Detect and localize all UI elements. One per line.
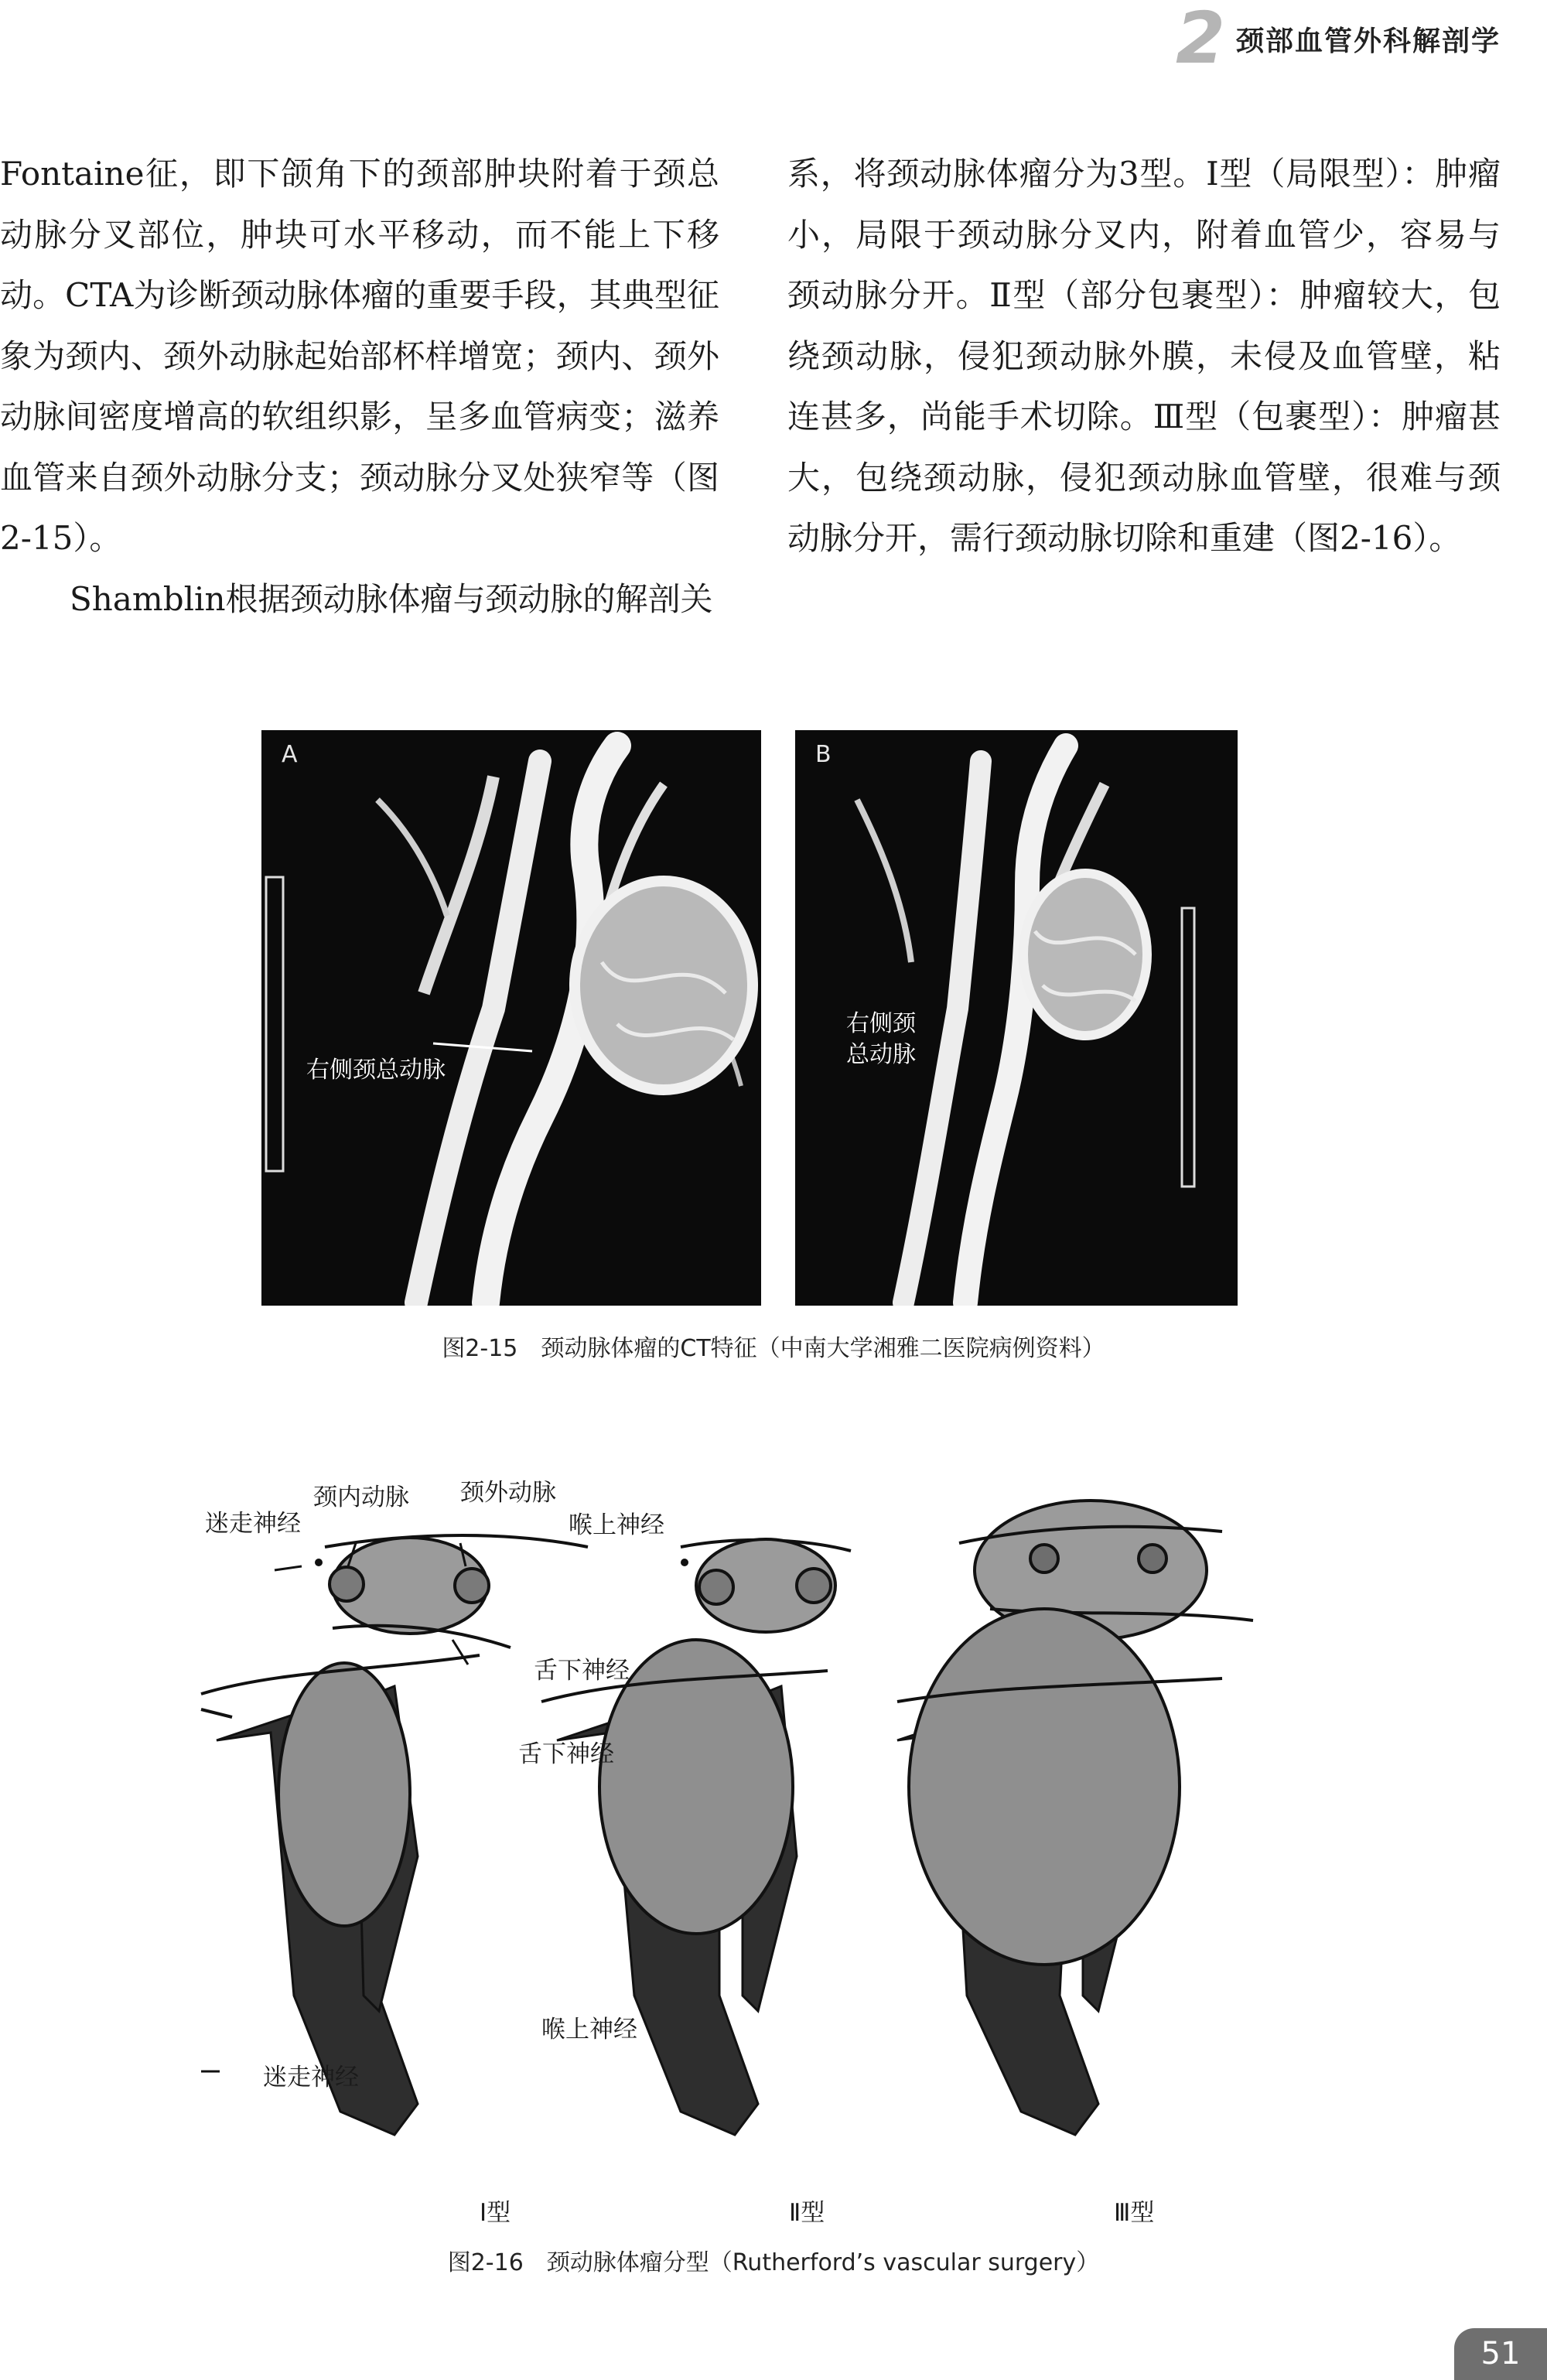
shamblin-classification-diagram: [186, 1454, 1361, 2235]
page-number: 51: [1454, 2328, 1547, 2380]
paragraph: 系，将颈动脉体瘤分为3型。Ⅰ型（局限型）：肿瘤小，局限于颈动脉分叉内，附着血管少，容易与颈动脉分开。Ⅱ型（部分包裹型）：肿瘤较大，包绕颈动脉，侵犯颈动脉外膜，未侵及血管壁，粘连甚多，尚能手术切除。Ⅲ型（包裹型）：肿瘤甚大，包绕颈动脉，侵犯颈动脉血管壁，很难与颈动脉分开，需行颈动脉切除和重建（图2-16）。: [787, 155, 1501, 557]
label-hypoglossal-nerve: 舌下神经: [518, 1740, 614, 1768]
bifurcation-type-3: [897, 1609, 1222, 2135]
bifurcation-type-2: [541, 1640, 828, 2135]
label-vagus-nerve: 迷走神经: [205, 1510, 301, 1538]
paragraph: Shamblin根据颈动脉体瘤与颈动脉的解剖关: [70, 579, 713, 618]
vessel: [377, 800, 447, 916]
label-pointer: [452, 1640, 468, 1665]
text-column-right: [787, 144, 1501, 569]
type-label-1: Ⅰ型: [480, 2199, 511, 2227]
label-superior-laryngeal-nerve: 喉上神经: [569, 1511, 664, 1539]
label-hypoglossal-nerve: 舌下神经: [534, 1657, 630, 1685]
label-external-carotid: 颈外动脉: [460, 1479, 556, 1507]
label-internal-carotid: 颈内动脉: [313, 1484, 409, 1511]
label-vagus-nerve: 迷走神经: [263, 2064, 359, 2091]
chapter-title: 颈部血管外科解剖学: [1235, 25, 1501, 57]
ct-label-b: 右侧颈 总动脉: [846, 1010, 916, 1068]
type-label-3: Ⅲ型: [1114, 2199, 1155, 2227]
ruler: [266, 877, 283, 1171]
tumor-mass: [1023, 873, 1147, 1036]
cross-section-type-2: [681, 1539, 851, 1632]
tumor-mass: [575, 881, 753, 1090]
panel-letter-a: A: [282, 741, 298, 768]
paragraph: Fontaine征，即下颌角下的颈部肿块附着于颈总动脉分叉部位，肿块可水平移动，而不能上下移动。CTA为诊断颈动脉体瘤的重要手段，其典型征象为颈内、颈外动脉起始部杯样增宽；颈内、颈外动脉间密度增高的软组织影，呈多血管病变；滋养血管来自颈外动脉分支；颈动脉分叉处狭窄等（图2-15）。: [0, 155, 719, 557]
text-column-left: [0, 144, 719, 630]
figure-caption: 图2-16 颈动脉体瘤分型（Rutherford’s vascular surgery）: [447, 2249, 1100, 2276]
ct-angiogram-a: [261, 730, 761, 1306]
ruler: [1182, 908, 1194, 1187]
ct-image-panel-b: [795, 730, 1238, 1306]
panel-letter-b: B: [815, 741, 832, 768]
ct-image-panel-a: [261, 730, 761, 1306]
running-header: [1175, 0, 1501, 80]
label-superior-laryngeal-nerve: 喉上神经: [541, 2016, 637, 2044]
type-label-2: Ⅱ型: [789, 2199, 825, 2227]
chapter-number: 2: [1175, 0, 1225, 80]
cross-section-type-1: [315, 1535, 588, 1648]
ct-label-a: 右侧颈总动脉: [306, 1057, 446, 1084]
vessel: [857, 800, 911, 962]
diagram-illustration: [186, 1454, 1361, 2235]
figure-caption: 图2-15 颈动脉体瘤的CT特征（中南大学湘雅二医院病例资料）: [442, 1335, 1105, 1362]
label-pointer: [275, 1566, 302, 1570]
